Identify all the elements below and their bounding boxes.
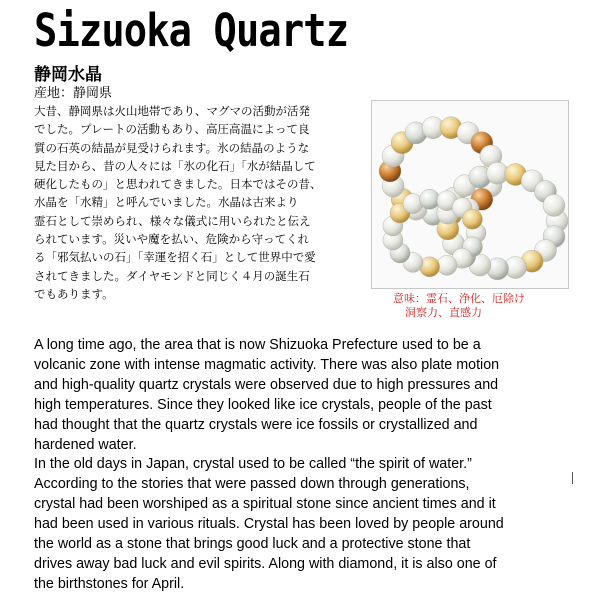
japanese-description — [34, 102, 364, 303]
en-line: hardened water. — [34, 436, 137, 453]
jp-line: 見た目から、昔の人々には「氷の化石」「水が結晶して — [34, 158, 316, 173]
meaning-line: 洞察力、直感力 — [405, 306, 482, 319]
bracelet-illustration — [372, 101, 568, 288]
jp-line: 硬化したもの」と思われてきました。日本ではその昔、 — [34, 177, 322, 192]
meaning-text — [393, 292, 525, 320]
jp-line: 大昔、静岡県は火山地帯であり、マグマの活動が活発 — [34, 104, 310, 118]
japanese-title: 静岡水晶 — [34, 65, 102, 85]
english-description — [34, 336, 582, 595]
en-line: the world as a stone that brings good luck and a protective stone that — [34, 536, 471, 553]
en-line: the birthstones for April. — [34, 575, 185, 592]
bracelet-photo — [371, 100, 569, 289]
bead — [420, 189, 440, 209]
en-line: had thought that the quartz crystals were ice fossils or crystallized and — [34, 416, 478, 433]
en-line: A long time ago, the area that is now Shizuoka Prefecture used to be a — [34, 337, 481, 353]
en-line: According to the stories that were passed down through generations, — [34, 476, 470, 493]
origin-label: 産地：静岡県 — [34, 86, 113, 101]
bead — [543, 194, 565, 216]
bead — [437, 255, 457, 275]
jp-line: られています。災いや魔を払い、危険から守ってくれ — [34, 232, 310, 247]
en-line: high temperatures. Since they looked like ice crystals, people of the past — [34, 396, 492, 413]
en-line: In the old days in Japan, crystal used to be called “the spirit of water.” — [34, 456, 472, 473]
jp-line: でもあります。 — [34, 286, 114, 301]
bead — [462, 209, 482, 229]
jp-line: されてきました。ダイヤモンドと同じく４月の誕生石 — [34, 268, 310, 283]
meaning-line: 意味：霊石、浄化、厄除け — [393, 292, 525, 305]
edge-mark — [572, 472, 573, 484]
jp-line: 霊石として崇められ、様々な儀式に用いられたと伝え — [34, 213, 311, 228]
jp-line: 水晶を「水精」と呼んでいました。水晶は古来より — [34, 195, 299, 210]
product-title: Sizuoka Quartz — [34, 4, 349, 57]
en-line: drives away bad luck and evil spirits. Along with diamond, it is also one of — [34, 555, 497, 572]
en-line: crystal had been worshiped as a spiritual stone since ancient times and it — [34, 496, 496, 513]
jp-line: 質の石英の結晶が見受けられます。氷の結晶のような — [34, 140, 310, 155]
jp-line: る「邪気払いの石」「幸運を招く石」として世界中で愛 — [34, 250, 316, 265]
en-line: and high-quality quartz crystals were observed due to high pressures and — [34, 376, 499, 393]
jp-line: でした。プレートの活動もあり、高圧高温によって良 — [34, 122, 310, 137]
en-line: had been used in various rituals. Crystal has been loved by people around — [34, 516, 504, 533]
en-line: volcanic zone with intense magmatic activity. There was also plate motion — [34, 356, 500, 373]
